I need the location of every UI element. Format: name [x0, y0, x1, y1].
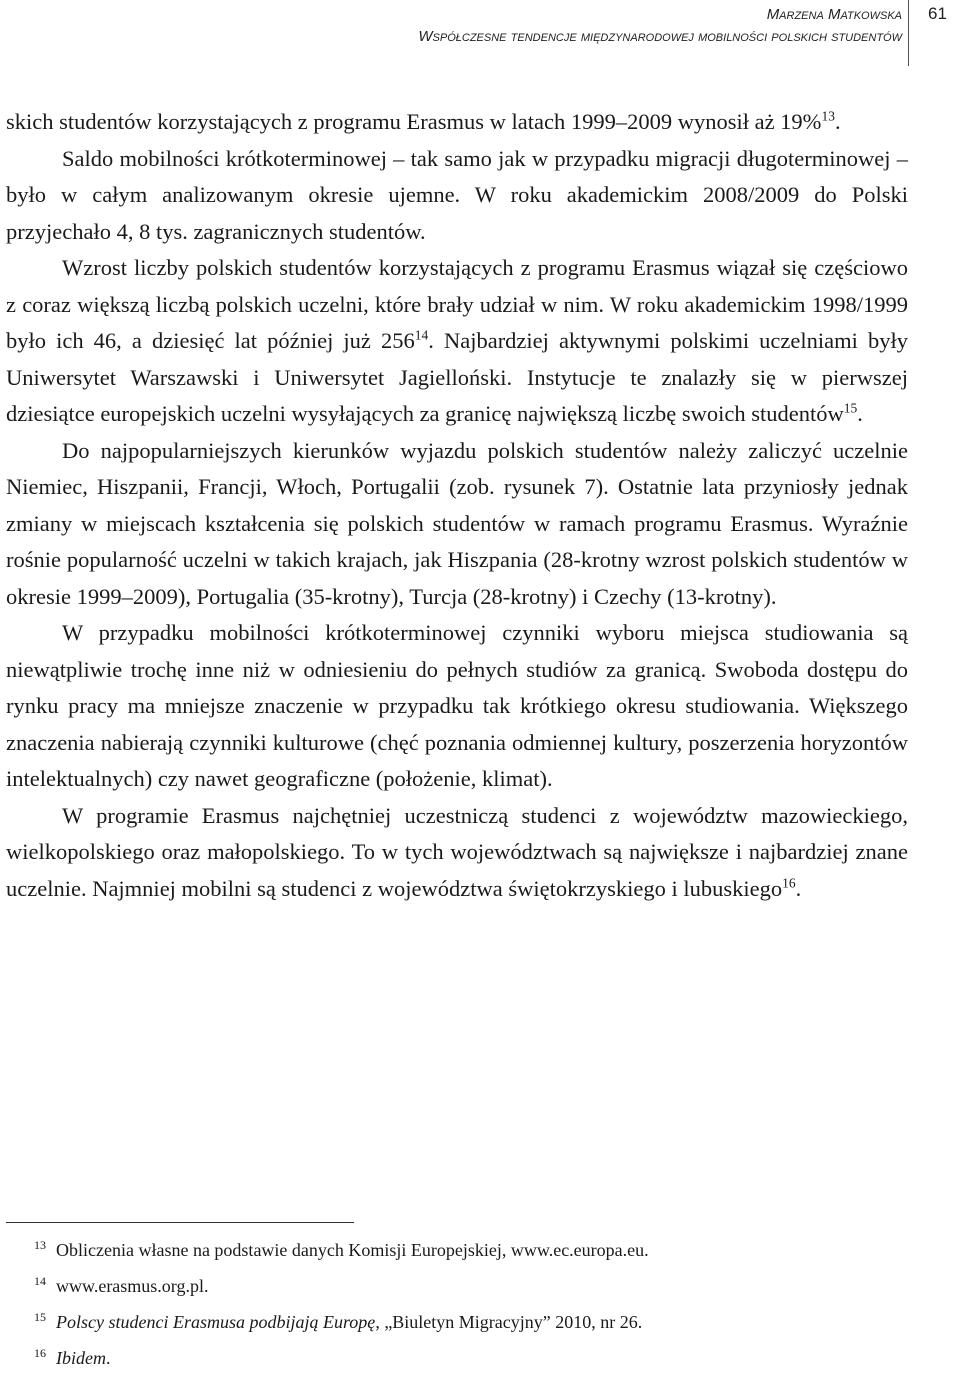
text-segment: . Najbardziej aktywnymi polskimi uczelniami były Uniwersytet Warszawski i Uniwersytet Jagielloński. Instytucje te znalazły się w pierwszej dziesiątce europejskich uczelni wysyłających za granicę największą liczbę swoich studentów	[6, 328, 908, 426]
author-name: Marzena Matkowska	[766, 6, 902, 23]
text-segment: skich studentów korzystających z programu Erasmus w latach 1999–2009 wynosił aż 19%	[6, 109, 822, 134]
text-segment: Wzrost liczby polskich studentów korzystających z programu Erasmus wiązał się częściowo z coraz większą liczbą polskich uczelni, które brały udział w nim. W roku akademickim 1998/1999 było ich 46, a dziesięć lat później już 256	[6, 255, 908, 353]
text-segment: www.erasmus.org.pl.	[56, 1276, 209, 1296]
footnote-number: 15	[34, 1310, 46, 1324]
footnote-reference: 16	[782, 875, 796, 890]
text-segment: .	[857, 401, 863, 426]
running-header	[418, 4, 902, 48]
footnote	[6, 1268, 906, 1304]
text-segment: Obliczenia własne na podstawie danych Komisji Europejskiej, www.ec.europa.eu.	[56, 1240, 649, 1260]
text-segment: , „Biuletyn Migracyjny” 2010, nr 26.	[375, 1312, 643, 1332]
page-number: 61	[928, 4, 947, 23]
paragraph	[6, 250, 908, 433]
paragraph	[6, 104, 908, 141]
running-title: Współczesne tendencje międzynarodowej mobilności polskich studentów	[418, 28, 902, 45]
footnote	[6, 1304, 906, 1340]
footnote	[6, 1232, 906, 1268]
footnote-number: 13	[34, 1238, 46, 1252]
footnote-number: 14	[34, 1274, 46, 1288]
paragraph	[6, 798, 908, 908]
text-segment: Saldo mobilności krótkoterminowej – tak samo jak w przypadku migracji długoterminowej – było w całym analizowanym okresie ujemne. W roku akademickim 2008/2009 do Polski przyjechało 4, 8 tys. zagranicznych studentów.	[6, 145, 908, 244]
paragraph	[6, 433, 908, 616]
footnote-reference: 13	[821, 108, 835, 124]
text-segment: .	[105, 1348, 111, 1368]
paragraph	[6, 615, 908, 798]
main-text	[6, 104, 908, 907]
footnotes	[6, 1232, 906, 1376]
text-segment: .	[834, 109, 841, 134]
paragraph	[6, 141, 908, 251]
footnote-number: 16	[34, 1346, 46, 1360]
text-segment: W programie Erasmus najchętniej uczestniczą studenci z województw mazowieckiego, wielkopolskiego oraz małopolskiego. To w tych województwach są największe i najbardziej znane uczelnie. Najmniej mobilni są studenci z województwa świętokrzyskiego i lubuskiego	[6, 802, 908, 901]
text-segment: W przypadku mobilności krótkoterminowej czynniki wyboru miejsca studiowania są niewątpliwie trochę inne niż w odniesieniu do pełnych studiów za granicą. Swoboda dostępu do rynku pracy ma mniejsze znaczenie w przypadku tak krótkiego okresu studiowania. Większego znaczenia nabierają czynniki kulturowe (chęć poznania odmiennej kultury, poszerzenia horyzontów intelektualnych) czy nawet geograficzne (położenie, klimat).	[6, 620, 908, 791]
page-header	[0, 0, 960, 70]
italic-text: Polscy studenci Erasmusa podbijają Europę	[56, 1312, 376, 1332]
text-segment: Do najpopularniejszych kierunków wyjazdu polskich studentów należy zaliczyć uczelnie Niemiec, Hiszpanii, Francji, Włoch, Portugalii (zob. rysunek 7). Ostatnie lata przyniosły jednak zmiany w miejscach kształcenia się polskich studentów w ramach programu Erasmus. Wyraźnie rośnie popularność uczelni w takich krajach, jak Hiszpania (28-krotny wzrost polskich studentów w okresie 1999–2009), Portugalia (35-krotny), Turcja (28-krotny) i Czechy (13-krotny).	[6, 437, 908, 609]
footnote-reference: 15	[843, 400, 858, 416]
italic-text: Ibidem	[56, 1348, 106, 1368]
text-segment: .	[795, 875, 802, 901]
footnote	[6, 1340, 906, 1376]
footnote-divider	[6, 1222, 354, 1223]
footnote-reference: 14	[414, 327, 429, 343]
header-divider	[908, 0, 909, 66]
